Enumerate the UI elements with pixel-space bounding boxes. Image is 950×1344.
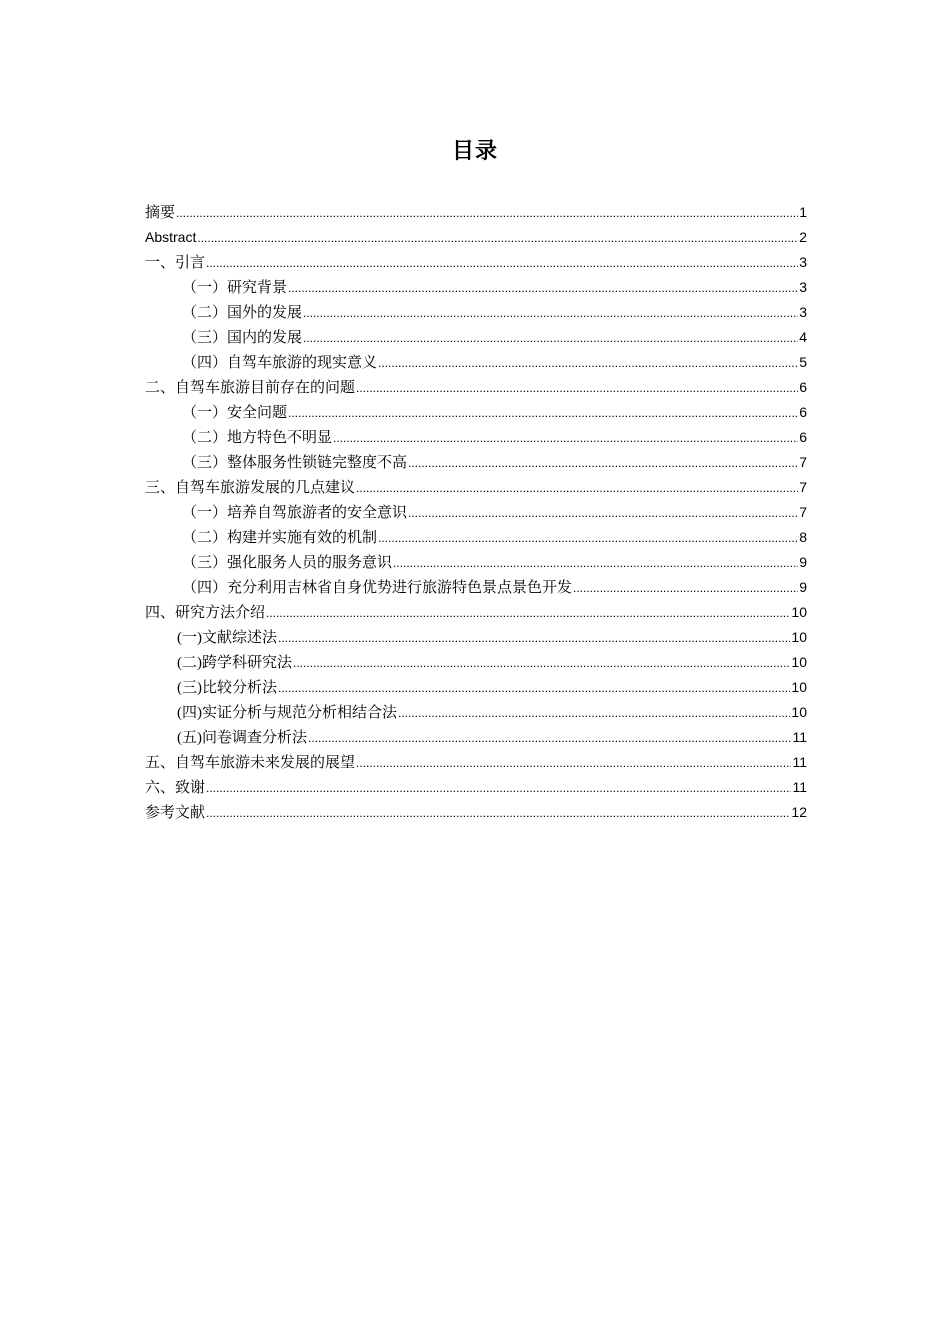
dot-leader	[197, 226, 798, 251]
toc-page-number: 10	[791, 629, 807, 645]
dot-leader	[356, 476, 798, 501]
toc-subentry[interactable]	[145, 450, 807, 475]
dot-leader	[408, 451, 798, 476]
toc-page-number: 11	[792, 754, 807, 770]
dot-leader	[278, 676, 790, 701]
page-title: 目录	[451, 139, 498, 164]
toc-page-number: 10	[791, 704, 807, 720]
dot-leader	[288, 401, 798, 426]
toc-entry-label: （一）培养自驾旅游者的安全意识	[182, 505, 408, 521]
toc-entry[interactable]	[145, 225, 807, 250]
toc-subentry[interactable]	[145, 500, 807, 525]
toc-entry[interactable]	[145, 800, 807, 825]
toc-entry[interactable]	[145, 600, 807, 625]
toc-entry-label: 摘要	[145, 205, 176, 221]
dot-leader	[176, 201, 798, 226]
toc-page-number: 6	[799, 404, 807, 420]
toc-page-number: 3	[799, 254, 807, 270]
dot-leader	[266, 601, 790, 626]
toc-subentry[interactable]	[145, 275, 807, 300]
toc-page-number: 10	[791, 654, 807, 670]
toc-entry-label: (二)跨学科研究法	[177, 655, 292, 671]
toc-page-number: 9	[799, 554, 807, 570]
table-of-contents	[145, 200, 807, 825]
toc-subentry[interactable]	[145, 625, 807, 650]
toc-entry[interactable]	[145, 750, 807, 775]
toc-page-number: 10	[791, 679, 807, 695]
dot-leader	[288, 276, 798, 301]
toc-page-number: 7	[799, 504, 807, 520]
toc-page-number: 11	[792, 729, 807, 745]
toc-subentry[interactable]	[145, 725, 807, 750]
toc-page-number: 3	[799, 279, 807, 295]
toc-entry-label: (四)实证分析与规范分析相结合法	[177, 705, 397, 721]
toc-page-number: 7	[799, 454, 807, 470]
dot-leader	[333, 426, 798, 451]
toc-entry-label: （三）整体服务性锁链完整度不高	[182, 455, 408, 471]
toc-subentry[interactable]	[145, 300, 807, 325]
toc-entry-label: 二、自驾车旅游目前存在的问题	[145, 380, 356, 396]
toc-subentry[interactable]	[145, 550, 807, 575]
toc-entry-label: (一)文献综述法	[177, 630, 277, 646]
toc-entry[interactable]	[145, 775, 807, 800]
toc-entry-label: 四、研究方法介绍	[145, 605, 266, 621]
toc-entry-label: 六、致谢	[145, 780, 206, 796]
toc-subentry[interactable]	[145, 350, 807, 375]
toc-page-number: 3	[799, 304, 807, 320]
toc-entry-label: (五)问卷调查分析法	[177, 730, 307, 746]
toc-entry-label: （三）国内的发展	[182, 330, 303, 346]
dot-leader	[293, 651, 790, 676]
toc-subentry[interactable]	[145, 525, 807, 550]
toc-subentry[interactable]	[145, 575, 807, 600]
toc-entry[interactable]	[145, 475, 807, 500]
toc-page-number: 6	[799, 429, 807, 445]
toc-entry-label: （四）自驾车旅游的现实意义	[182, 355, 378, 371]
toc-entry-label: (三)比较分析法	[177, 680, 277, 696]
toc-entry-label: （二）构建并实施有效的机制	[182, 530, 378, 546]
toc-subentry[interactable]	[145, 425, 807, 450]
toc-entry-label: Abstract	[145, 229, 197, 245]
toc-page-number: 12	[791, 804, 807, 820]
dot-leader	[573, 576, 798, 601]
dot-leader	[308, 726, 791, 751]
toc-entry-label: 参考文献	[145, 805, 206, 821]
dot-leader	[378, 351, 798, 376]
dot-leader	[278, 626, 790, 651]
toc-entry[interactable]	[145, 375, 807, 400]
dot-leader	[398, 701, 790, 726]
toc-page-number: 1	[799, 204, 807, 220]
dot-leader	[206, 801, 790, 826]
toc-entry-label: 三、自驾车旅游发展的几点建议	[145, 480, 356, 496]
dot-leader	[206, 776, 791, 801]
dot-leader	[303, 326, 798, 351]
toc-subentry[interactable]	[145, 325, 807, 350]
toc-page-number: 4	[799, 329, 807, 345]
dot-leader	[378, 526, 798, 551]
toc-entry[interactable]	[145, 250, 807, 275]
dot-leader	[408, 501, 798, 526]
toc-entry-label: （四）充分利用吉林省自身优势进行旅游特色景点景色开发	[182, 580, 573, 596]
toc-entry-label: （一）研究背景	[182, 280, 288, 296]
toc-subentry[interactable]	[145, 700, 807, 725]
dot-leader	[356, 376, 798, 401]
toc-entry-label: 五、自驾车旅游未来发展的展望	[145, 755, 356, 771]
toc-entry-label: 一、引言	[145, 255, 206, 271]
toc-page-number: 8	[799, 529, 807, 545]
toc-page-number: 7	[799, 479, 807, 495]
toc-page-number: 10	[791, 604, 807, 620]
toc-page-number: 6	[799, 379, 807, 395]
toc-subentry[interactable]	[145, 400, 807, 425]
toc-subentry[interactable]	[145, 650, 807, 675]
toc-page-number: 2	[799, 229, 807, 245]
dot-leader	[393, 551, 798, 576]
dot-leader	[303, 301, 798, 326]
dot-leader	[206, 251, 798, 276]
toc-page-number: 5	[799, 354, 807, 370]
toc-page-number: 9	[799, 579, 807, 595]
toc-subentry[interactable]	[145, 675, 807, 700]
toc-entry-label: （二）地方特色不明显	[182, 430, 333, 446]
dot-leader	[356, 751, 791, 776]
toc-entry-label: （一）安全问题	[182, 405, 288, 421]
toc-entry-label: （二）国外的发展	[182, 305, 303, 321]
toc-page-number: 11	[792, 779, 807, 795]
toc-entry[interactable]	[145, 200, 807, 225]
toc-entry-label: （三）强化服务人员的服务意识	[182, 555, 393, 571]
